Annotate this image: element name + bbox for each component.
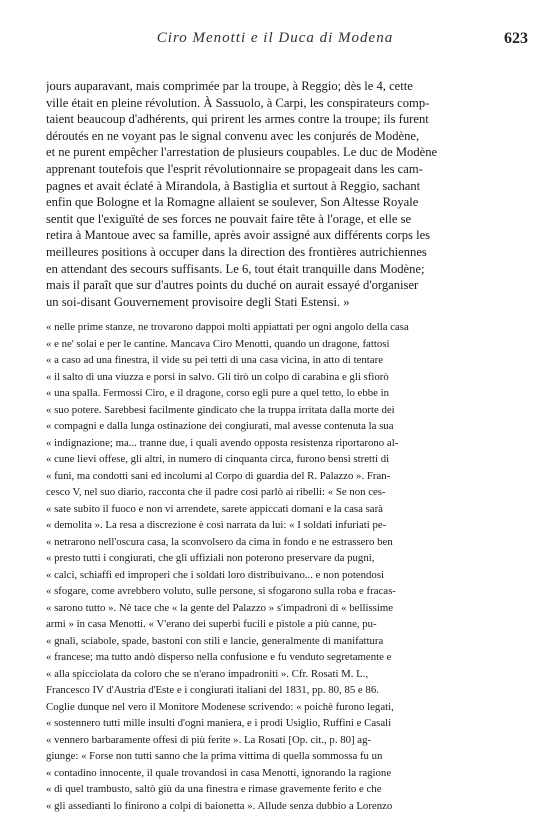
main-text-line: en attendant des secours suffisants. Le 6, tout était tranquille dans Modène; (46, 261, 425, 276)
footnote-line: « cune lievi offese, gli altri, in numero di cinquanta circa, furono bensì stretti di (46, 453, 390, 465)
footnote-line: « gnali, sciabole, spade, bastoni con stili e lancie, generalmente di manifattura (46, 634, 384, 647)
footnote-line: « netrarono nell'oscura casa, la sconvolsero da cima in fondo e ne estrassero ben (46, 535, 393, 548)
main-text-line: taient beaucoup d'adhérents, qui prirent les armes contre la troupe; ils furent (46, 112, 429, 127)
footnote-line: « presto tutti i congiurati, che gli uffiziali non poterono preservare da pugni, (46, 552, 375, 564)
main-text-line: meilleures positions à occuper dans la direction des frontières autrichiennes (46, 244, 427, 259)
footnote-line: « suo potere. Sarebbesi facilmente gindicato che la truppa irritata dalla morte dei (46, 403, 395, 416)
main-text-block (46, 78, 510, 310)
footnote-line: « sarono tutto ». Nè tace che « la gente del Palazzo » s'impadronì di « bellissime (46, 601, 394, 614)
footnote-line: « sate subito il fuoco e non vi arrendete, sarete appiccati domani e la casa sarà (46, 502, 383, 515)
main-text-line: enfin que Bologne et la Romagne allaient se soulever, Son Altesse Royale (46, 195, 419, 210)
main-text-line: ville était en pleine révolution. À Sassuolo, à Carpi, les conspirateurs comp- (46, 95, 430, 110)
footnote-line: « sostennero tutti mille insulti d'ogni maniera, e i prodi Usiglio, Ruffini e Casali (46, 717, 392, 729)
footnote-line: « funi, ma condotti sani ed incolumi al Corpo di guardia del R. Palazzo ». Fran- (46, 469, 391, 482)
footnote-line: « nelle prime stanze, ne trovarono dappoi molti appiattati per ogni angolo della casa (46, 321, 409, 333)
footnote-line: « francese; ma tutto andò disperso nella confusione e fu venduto segretamente e (46, 651, 392, 663)
footnote-line: « vennero barbaramente offesi di più ferite ». La Rosati [Op. cit., p. 80] ag- (46, 733, 372, 746)
footnote-line: « di quel trambusto, saltò giù da una finestra e rimase gravemente ferito e che (46, 783, 382, 795)
footnote-line: armi » in casa Menotti. « V'erano dei superbi fucili e pistole a più canne, pu- (46, 618, 377, 630)
footnote-line: « indignazione; ma... tranne due, i quali avendo opposta resistenza riportarono al- (46, 436, 399, 449)
footnote-line: « gli assedianti lo finirono a colpi di baionetta ». Allude senza dubbio a Lorenzo (46, 799, 393, 812)
footnote-line: « e ne' solai e per le cantine. Mancava Ciro Menotti, quando un dragone, fattosi (46, 337, 390, 350)
footnote-line: « compagni e dalla lunga ostinazione dei congiurati, mal avesse contenuta la sua (46, 420, 394, 432)
footnote-line: Coglie dunque nel vero il Monitore Modenese scrivendo: « poichè furono legati, (46, 700, 394, 713)
footnote-line: « contadino innocente, il quale trovandosi in casa Menotti, ignorando la ragione (46, 766, 392, 779)
main-text-line: un soi-disant Gouvernement provisoire degli Stati Estensi. » (46, 294, 350, 309)
page-number: 623 (504, 30, 528, 47)
footnote-line: « calci, schiaffi ed improperi che i soldati loro distribuivano... e non potendosi (46, 568, 385, 581)
footnote-line: Francesco IV d'Austria d'Este e i congiurati italiani del 1831, pp. 80, 85 e 86. (46, 684, 379, 696)
main-text-line: mais il paraît que sur d'autres points du duché on aurait essayé d'organiser (46, 278, 419, 293)
footnote-line: « alla spicciolata da coloro che se n'erano impadroniti ». Cfr. Rosati M. L., (46, 667, 369, 680)
main-text-line: déroutés en ne voyant pas le signal convenu avec les conjurés de Modène, (46, 128, 420, 143)
main-text-line: sentit que l'exiguïté de ses forces ne pouvait faire tête à l'orage, et elle se (46, 211, 412, 226)
main-text-line: apprenant toutefois que l'esprit révolutionnaire se propageait dans les cam- (46, 161, 423, 176)
main-text-line: pagnes et avait éclaté à Mirandola, à Bastiglia et surtout à Reggio, sachant (46, 178, 421, 193)
footnote-line: « demolita ». La resa a discrezione è così narrata da lui: « I soldati infuriati pe- (46, 519, 387, 531)
page-header (0, 30, 550, 54)
main-text-line: retira à Mantoue avec sa famille, après avoir assigné aux différents corps les (46, 228, 431, 243)
footnote-line: cesco V, nel suo diario, racconta che il padre così parlò ai ribelli: « Se non ces- (46, 486, 386, 498)
footnote-line: « sfogare, come avrebbero voluto, sulle persone, si sfogarono sulla roba e fracas- (46, 585, 396, 597)
footnote-line: « a caso ad una finestra, il vide su pei tetti di una casa vicina, in atto di tentare (46, 354, 383, 366)
main-text-line: jours auparavant, mais comprimée par la troupe, à Reggio; dès le 4, cette (46, 79, 413, 93)
footnote-line: « una spalla. Fermossi Ciro, e il dragone, corso egli pure a quel tetto, lo ebbe in (46, 387, 390, 399)
running-title: Ciro Menotti e il Duca di Modena (156, 30, 394, 46)
footnote-block (46, 319, 514, 814)
footnote-line: giunge: « Forse non tutti sanno che la prima vittima di quella sommossa fu un (46, 750, 383, 762)
footnote-line: « il salto di una viuzza e porsi in salvo. Gli tirò un colpo di carabina e gli sfiorò (46, 370, 389, 383)
main-text-line: et ne purent empêcher l'arrestation de plusieurs coupables. Le duc de Modène (46, 145, 438, 160)
